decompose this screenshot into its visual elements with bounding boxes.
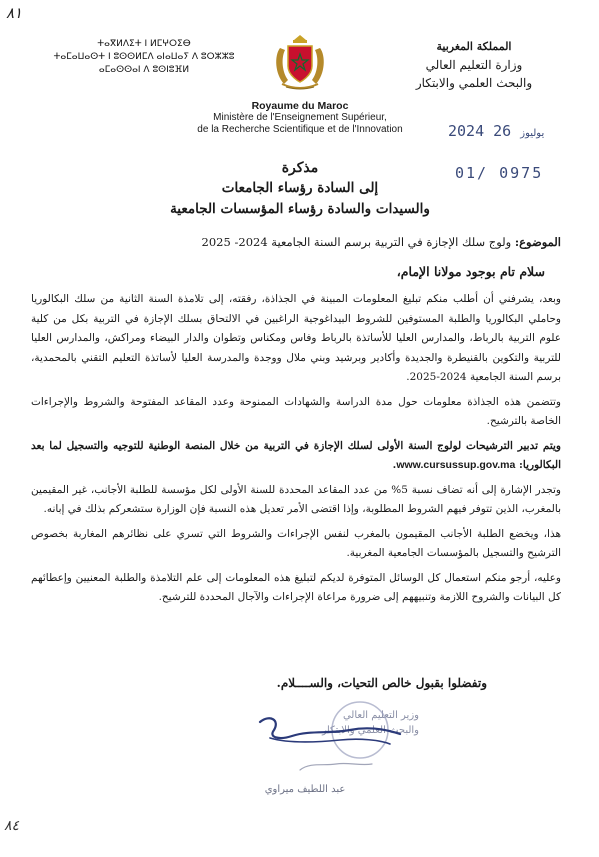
platform-url: www.cursussup.gov.ma bbox=[396, 459, 516, 471]
arabic-ministry-header bbox=[379, 38, 569, 92]
stamp-year: 2024 bbox=[448, 122, 485, 140]
arabic-research: والبحث العلمي والابتكار bbox=[415, 76, 533, 90]
closing-salutation: وتفضلوا بقبول خالص التحيات، والســــلام. bbox=[276, 676, 487, 690]
stamp-month: يوليوز bbox=[520, 128, 545, 139]
reference-stamp: 01/ 0975 bbox=[455, 164, 544, 182]
french-ministry-header bbox=[170, 100, 430, 136]
body-paragraph-1: وبعد، يشرفني أن أطلب منكم تبليغ المعلومات المبينة في الجذاذة، رفقته، إلى تلامذة السنة الثانية من سلك البكالوريا وحاملي البكالوريا والطلبة المستوفين للشروط البيداغوجية الراغبين في الالتحاق بسلك الإجازة في التربية بكل من كلية علوم التربية بالرباط، والمدارس العليا للأساتذة بالرباط وفاس ومكناس وتطوان والدار البيضاء ومراكش، والمدارس العليا للتربية والتكوين بالقنيطرة والجديدة وأكادير وبرشيد وبني ملال ووجدة والمدرسة العليا لأساتذة التعليم التقني بالمحمدية، برسم السنة الجامعية 2024-2025. bbox=[31, 293, 561, 383]
tifinagh-kingdom: ⵜⴰⴳⵍⴷⵉⵜ ⵏ ⵍⵎⵖⵔⵉⴱ bbox=[97, 39, 191, 49]
signature-title-line2: والبحث العلمي والابتكار bbox=[322, 725, 419, 736]
subject-text: ولوج سلك الإجازة في التربية برسم السنة الجامعية 2024- 2025 bbox=[201, 235, 512, 249]
arabic-kingdom: المملكة المغربية bbox=[436, 40, 512, 53]
french-kingdom: Royaume du Maroc bbox=[251, 100, 349, 112]
greeting: سلام تام بوجود مولانا الإمام، bbox=[396, 264, 545, 279]
subject-label: الموضوع: bbox=[514, 235, 561, 249]
memo-type: مذكرة bbox=[281, 160, 319, 176]
recipients-line1: إلى السادة رؤساء الجامعات bbox=[221, 180, 379, 196]
handwritten-margin-number: ٨٤ bbox=[4, 818, 20, 834]
date-stamp bbox=[448, 122, 544, 140]
memo-body bbox=[31, 290, 561, 613]
body-paragraph-6: وعليه، أرجو منكم استعمال كل الوسائل المتوفرة لديكم لتبليغ هذه المعلومات إلى علم التلامذة والطلبة المعنيين وإعطائهم كل البيانات والشروح اللازمة وتنبيههم إلى ضرورة مراعاة الإجراءات والآجال المحددة للترشيح. bbox=[31, 571, 561, 603]
signatory-name: عبد اللطيف ميراوي bbox=[264, 784, 346, 795]
body-paragraph-2: وتتضمن هذه الجذاذة معلومات حول مدة الدراسة والشهادات الممنوحة وعدد المقاعد المفتوحة والشروط والإجراءات الخاصة بالترشيح. bbox=[31, 395, 561, 427]
french-research: de la Recherche Scientifique et de l'Innovation bbox=[197, 124, 403, 135]
tifinagh-header bbox=[48, 38, 240, 77]
coat-of-arms-icon bbox=[272, 34, 328, 92]
body-paragraph-4: وتجدر الإشارة إلى أنه تضاف نسبة 5% من عدد المقاعد المحددة للسنة الأولى لكل مؤسسة للطلبة الأجانب، غير المقيمين بالمغرب، الذين تتوفر فيهم الشروط المطلوبة، وإذا اقتضى الأمر تعديل هذه النسبة فإن الوزارة ستشعركم بذلك في إبانه. bbox=[31, 483, 561, 515]
platform-sentence: ويتم تدبير الترشيحات لولوج السنة الأولى لسلك الإجازة في التربية من خلال المنصة الوطنية للتوجيه والتسجيل لما بعد البكالوريا: bbox=[31, 439, 561, 471]
recipients-line2: والسيدات والسادة رؤساء المؤسسات الجامعية bbox=[170, 201, 430, 217]
tifinagh-research: ⴰⵎⴰⵙⵙⴰⵏ ⴷ ⵓⵙⵏⵓⴼⵍ bbox=[98, 65, 190, 75]
body-paragraph-5: هذا، ويخضع الطلبة الأجانب المقيمون بالمغرب لنفس الإجراءات والشروط التي تسري على نظائرهم المغاربة بخصوص الترشيح والتسجيل بالمؤسسات الجامعية المغربية. bbox=[31, 527, 561, 559]
tifinagh-ministry: ⵜⴰⵎⴰⵡⴰⵙⵜ ⵏ ⵓⵙⵙⵍⵎⴷ ⴰⵏⴰⵡⴰⵢ ⴷ ⵓⵔⵣⵣⵓ bbox=[53, 52, 235, 62]
stamp-day: 26 bbox=[493, 122, 512, 140]
memo-subject bbox=[41, 235, 561, 249]
handwritten-corner-number: ٨١ bbox=[6, 4, 23, 22]
signature-title-line1: وزير التعليم العالي bbox=[342, 710, 419, 721]
arabic-ministry: وزارة التعليم العالي bbox=[425, 58, 523, 72]
body-paragraph-3: ويتم تدبير الترشيحات لولوج السنة الأولى لسلك الإجازة في التربية من خلال المنصة الوطنية للتوجيه والتسجيل لما بعد البكالوريا: www.cursussup.gov.ma. bbox=[31, 439, 561, 471]
french-ministry: Ministère de l'Enseignement Supérieur, bbox=[213, 112, 387, 123]
memo-title bbox=[140, 158, 460, 220]
